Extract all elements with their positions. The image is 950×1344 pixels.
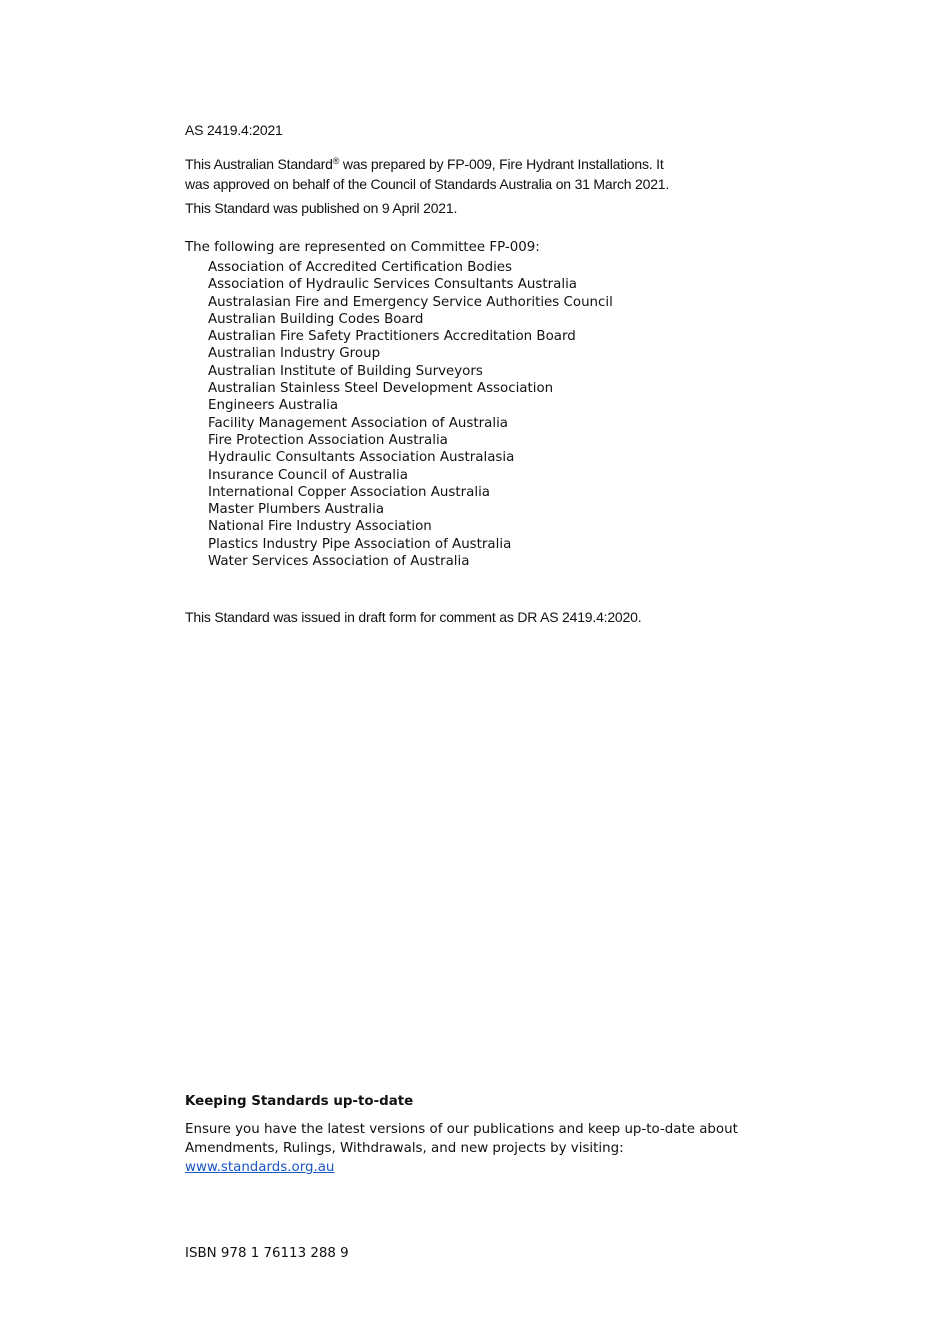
standards-website-link[interactable]: www.standards.org.au: [185, 1160, 335, 1175]
committee-heading: The following are represented on Committee FP-009:: [185, 240, 540, 255]
committee-member: National Fire Industry Association: [208, 519, 432, 535]
document-id: AS 2419.4:2021: [185, 122, 283, 138]
committee-member: Insurance Council of Australia: [208, 467, 408, 483]
committee-member: Master Plumbers Australia: [208, 502, 385, 518]
committee-member: Water Services Association of Australia: [208, 554, 470, 570]
keeping-up-to-date-text: [185, 1120, 785, 1177]
publication-date-statement: This Standard was published on 9 April 2021.: [185, 200, 458, 216]
committee-member: Association of Hydraulic Services Consultants Australia: [208, 277, 578, 293]
approval-line: was approved on behalf of the Council of Standards Australia on 31 March 2021.: [185, 175, 670, 192]
keeping-line-1: Ensure you have the latest versions of our publications and keep up-to-date about: [185, 1122, 738, 1137]
committee-member: Australian Building Codes Board: [208, 311, 424, 327]
committee-member: Plastics Industry Pipe Association of Australia: [208, 536, 512, 552]
committee-member: Australasian Fire and Emergency Service Authorities Council: [208, 294, 613, 310]
committee-member: Association of Accredited Certification Bodies: [208, 260, 513, 275]
committee-member: Facility Management Association of Australia: [208, 415, 508, 431]
keeping-up-to-date-heading: Keeping Standards up-to-date: [185, 1094, 414, 1109]
committee-member: Australian Stainless Steel Development Association: [208, 381, 554, 397]
registered-trademark: ®: [332, 156, 340, 166]
committee-member: International Copper Association Australia: [208, 484, 490, 500]
preparation-prefix: This Australian Standard: [185, 156, 333, 172]
draft-note: This Standard was issued in draft form for comment as DR AS 2419.4:2020.: [185, 609, 642, 625]
committee-member: Australian Industry Group: [208, 346, 381, 362]
committee-member: Fire Protection Association Australia: [208, 432, 448, 448]
committee-member-list: [208, 259, 613, 570]
preparation-rest: was prepared by FP-009, Fire Hydrant Installations. It: [339, 156, 664, 172]
isbn: ISBN 978 1 76113 288 9: [185, 1246, 349, 1261]
keeping-line-2: Amendments, Rulings, Withdrawals, and new projects by visiting:: [185, 1141, 624, 1156]
committee-member: Australian Fire Safety Practitioners Accreditation Board: [208, 329, 576, 345]
committee-member: Hydraulic Consultants Association Australasia: [208, 450, 515, 466]
preparation-statement: [185, 155, 745, 194]
committee-member: Engineers Australia: [208, 398, 339, 414]
committee-member: Australian Institute of Building Surveyors: [208, 363, 483, 379]
